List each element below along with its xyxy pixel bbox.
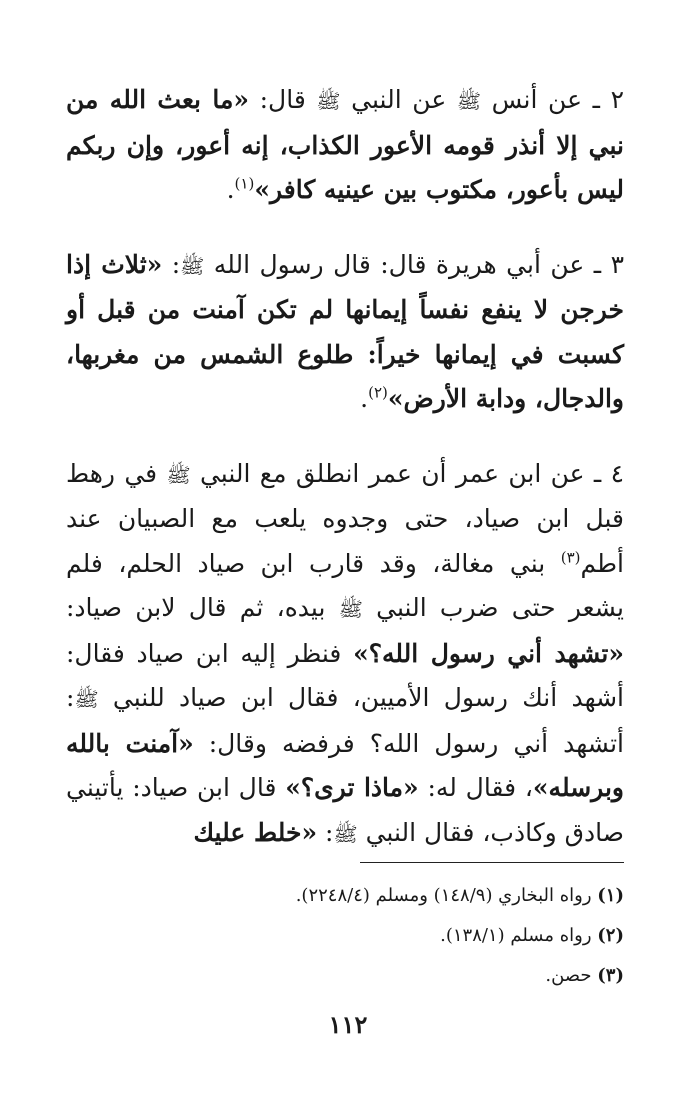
footnote-item — [66, 956, 624, 996]
footnote-item — [66, 916, 624, 956]
footnote-divider — [360, 862, 624, 863]
hadith-paragraph — [66, 452, 624, 857]
footnote-number: (٣) — [597, 965, 624, 986]
footnote-ref: (٣) — [560, 548, 581, 567]
honorific-glyph: ﷺ — [316, 89, 341, 113]
footnote-ref: (٢) — [368, 383, 388, 402]
honorific-glyph: ﷺ — [180, 253, 205, 278]
text-segment: بني مغالة، وقد قارب ابن صياد الحلم، فلم يشعر حتى ضرب النبي — [66, 548, 624, 622]
text-segment: «آمنت بالله وبرسله» — [66, 728, 624, 802]
hadith-paragraph — [66, 243, 624, 422]
text-segment: قال: — [249, 85, 317, 114]
footnote-number: (٢) — [597, 925, 624, 946]
honorific-glyph: ﷺ — [338, 597, 363, 621]
text-segment: في رهط قبل ابن صياد، حتى وجدوه يلعب مع الصبيان عند أطم — [66, 458, 624, 578]
text-segment: عن النبي — [340, 85, 457, 114]
footnote-text: رواه البخاري (١٤٨/٩) ومسلم (٢٢٤٨/٤). — [295, 885, 592, 906]
text-segment: ، فقال له: — [418, 773, 533, 802]
text-segment: بيده، ثم قال لابن صياد: — [66, 593, 339, 622]
honorific-glyph: ﷺ — [333, 821, 358, 846]
text-segment: : — [162, 249, 181, 279]
hadith-paragraph — [66, 78, 624, 213]
text-segment: «تشهد أني رسول الله؟» — [353, 638, 624, 668]
text-segment: ٤ ـ عن ابن عمر أن عمر انطلق مع النبي — [190, 458, 624, 488]
footnote-number: (١) — [597, 885, 624, 906]
honorific-glyph: ﷺ — [166, 462, 191, 487]
honorific-glyph: ﷺ — [74, 687, 99, 711]
footnote-item — [66, 876, 624, 916]
text-segment: «خلط عليك — [193, 817, 318, 847]
text-segment: : — [317, 817, 334, 847]
honorific-glyph: ﷺ — [456, 89, 482, 113]
footnote-text: حصن. — [545, 965, 592, 986]
text-segment: «ما بعث الله من نبي إلا أنذر قومه الأعور الكذاب، إنه أعور، وإن ربكم ليس بأعور، مكتوب بين عينيه كافر» — [66, 85, 624, 204]
text-segment: «ثلاث إذا خرجن لا ينفع نفساً إيمانها لم تكن آمنت من قبل أو كسبت في إيمانها خيراً: طلوع الشمس من مغربها، والدجال، ودابة الأرض» — [66, 249, 624, 413]
text-segment: . — [360, 384, 369, 413]
footnote-text: رواه مسلم (١٣٨/١). — [440, 925, 592, 946]
text-segment: فنظر إليه ابن صياد فقال: أشهد أنك رسول الأميين، فقال ابن صياد للنبي — [66, 638, 624, 712]
footnote-ref: (١) — [234, 174, 255, 193]
text-segment: ٢ ـ عن أنس — [481, 85, 624, 114]
text-segment: : أتشهد أني رسول الله؟ فرفضه وقال: — [66, 683, 624, 758]
text-segment: . — [226, 175, 235, 204]
text-segment: ٣ ـ عن أبي هريرة قال: قال رسول الله — [204, 249, 624, 279]
footnotes — [66, 876, 624, 996]
main-text — [66, 78, 624, 856]
text-segment: «ماذا ترى؟» — [285, 773, 419, 802]
text-segment: قال ابن صياد: يأتيني صادق وكاذب، فقال النبي — [66, 773, 624, 847]
page-number: ١١٢ — [328, 1010, 368, 1039]
